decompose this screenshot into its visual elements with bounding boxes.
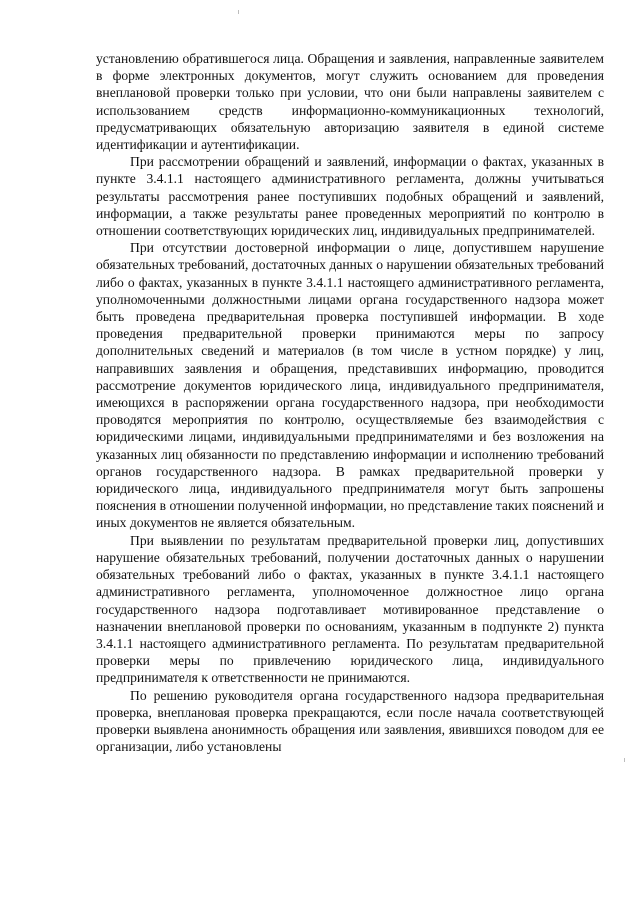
paragraph-preliminary-check: При отсутствии достоверной информации о лице, допустившем нарушение обязательных требований, достаточных данных о нарушении обязательных требований либо о фактах, указанных в пункте 3.4.1.1 настоящего административного регламента, уполномоченными должностными лицами органа государственного надзора может быть проведена предварительная проверка поступившей информации. В ходе проведения предварительной проверки принимаются меры по запросу дополнительных сведений и материалов (в том числе в устном порядке) у лиц, направивших заявления и обращения, представивших информацию, проводится рассмотрение документов юридического лица, индивидуального предпринимателя, имеющихся в распоряжении органа государственного надзора, при необходимости проводятся мероприятия по контролю, осуществляемые без взаимодействия с юридическими лицами, индивидуальными предпринимателями и без возложения на указанных лиц обязанности по представлению информации и исполнению требований органов государственного надзора. В рамках предварительной проверки у юридического лица, индивидуального предпринимателя могут быть запрошены пояснения в отношении полученной информации, но представление таких пояснений и иных документов не является обязательным.	[96, 240, 604, 531]
paragraph-identification: При выявлении по результатам предварительной проверки лиц, допустивших нарушение обязательных требований, получении достаточных данных о нарушении обязательных требований либо о фактах, указанных в пункте 3.4.1.1 настоящего административного регламента, уполномоченное должностное лицо органа государственного надзора подготавливает мотивированное представление о назначении внеплановой проверки по основаниям, указанным в подпункте 2) пункта 3.4.1.1 настоящего административного регламента. По результатам предварительной проверки меры по привлечению юридического лица, индивидуального предпринимателя к ответственности не принимаются.	[96, 532, 604, 686]
scan-speck	[238, 10, 239, 14]
paragraph-consideration: При рассмотрении обращений и заявлений, информации о фактах, указанных в пункте 3.4.1.1 настоящего административного регламента, должны учитываться результаты рассмотрения ранее поступивших подобных обращений и заявлений, информации, а также результаты ранее проведенных мероприятий по контролю в отношении соответствующих юридических лиц, индивидуальных предпринимателей.	[96, 154, 604, 239]
paragraph-termination: По решению руководителя органа государственного надзора предварительная проверка, внеплановая проверка прекращаются, если после начала соответствующей проверки выявлена анонимность обращения или заявления, явившихся поводом для ее организации, либо установлены	[96, 687, 604, 755]
paragraph-continuation: установлению обратившегося лица. Обращения и заявления, направленные заявителем в форме электронных документов, могут служить основанием для проведения внеплановой проверки только при условии, что они были направлены заявителем с использованием средств информационно-коммуникационных технологий, предусматривающих обязательную авторизацию заявителя в единой системе идентификации и аутентификации.	[96, 51, 604, 153]
scan-speck	[624, 758, 625, 762]
document-body	[96, 50, 604, 755]
